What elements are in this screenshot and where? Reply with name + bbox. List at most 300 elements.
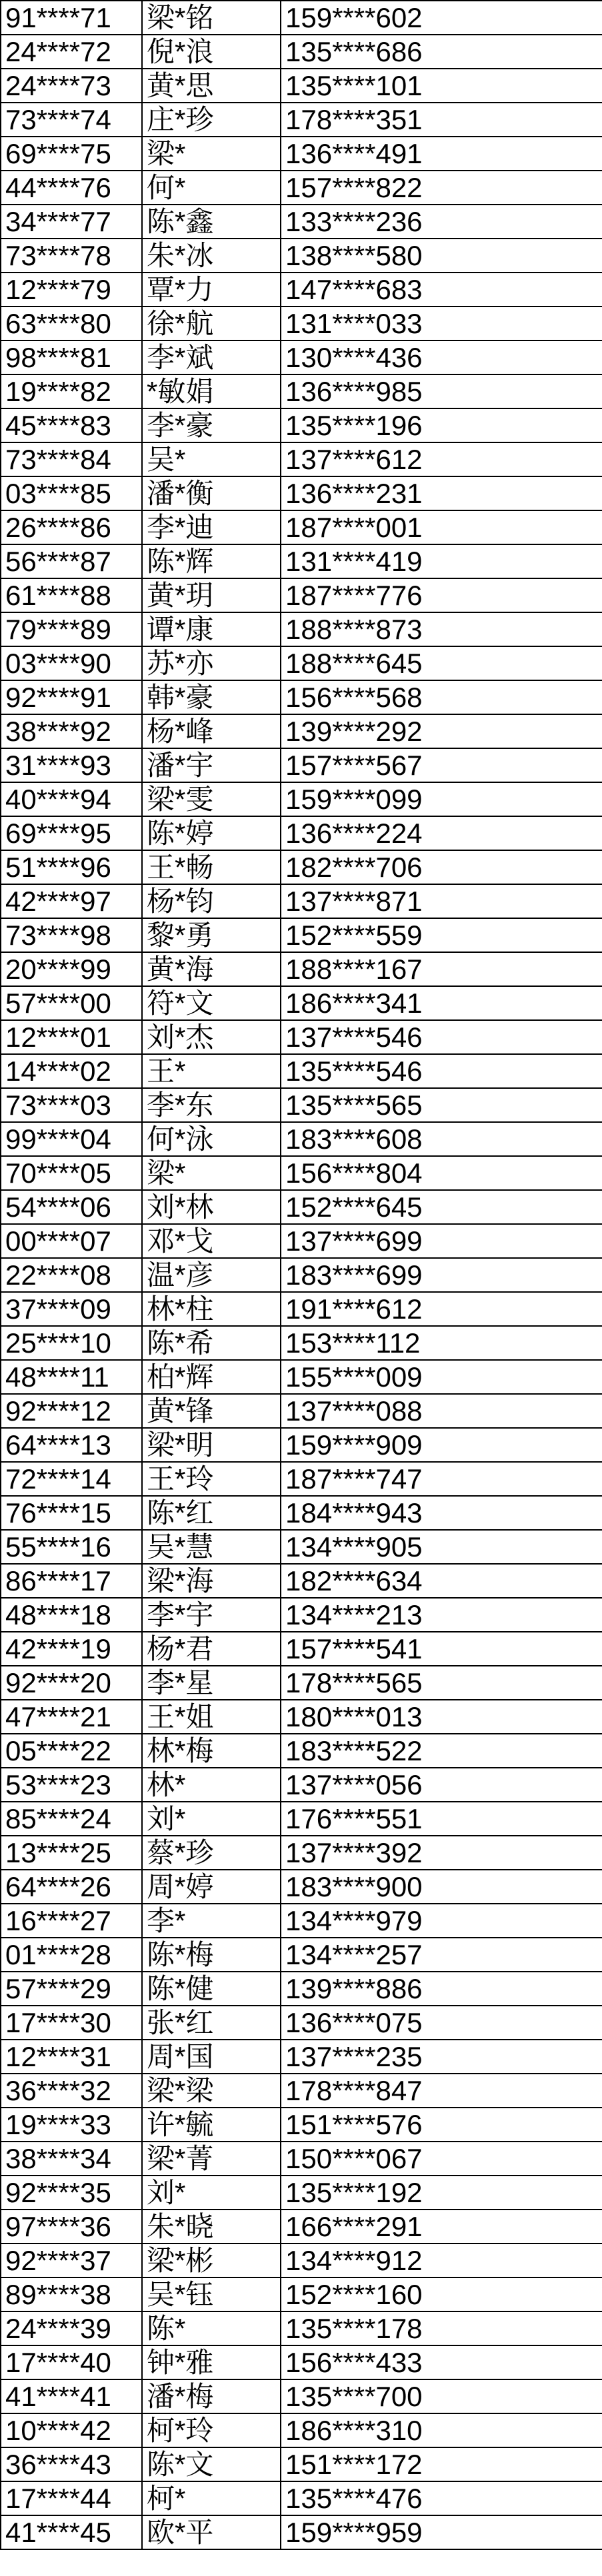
table-row [1,1462,602,1496]
table-row [1,2311,602,2345]
phone-cell: 156****433 [281,2345,602,2379]
phone-cell: 187****776 [281,578,602,612]
table-row [1,69,602,103]
table-row [1,986,602,1020]
id-cell: 98****81 [1,340,142,374]
name-cell: 李*斌 [142,340,281,374]
table-row [1,1394,602,1428]
name-cell: 李*豪 [142,408,281,442]
phone-cell: 188****873 [281,612,602,646]
id-cell: 54****06 [1,1190,142,1224]
table-row [1,2345,602,2379]
table-row [1,408,602,442]
phone-cell: 176****551 [281,1802,602,1836]
table-row [1,2210,602,2244]
phone-cell: 130****436 [281,340,602,374]
name-cell: 黄*锋 [142,1394,281,1428]
table-row [1,782,602,816]
table-row [1,612,602,646]
phone-cell: 137****088 [281,1394,602,1428]
name-cell: 梁*彬 [142,2244,281,2277]
table-row [1,1836,602,1870]
id-cell: 85****24 [1,1802,142,1836]
name-cell: 陈*红 [142,1496,281,1530]
name-cell: 吴* [142,442,281,476]
id-cell: 36****43 [1,2447,142,2481]
phone-cell: 152****645 [281,1190,602,1224]
id-cell: 69****75 [1,137,142,171]
table-row [1,35,602,69]
table-row [1,171,602,205]
table-row [1,1632,602,1666]
name-cell: 徐*航 [142,307,281,340]
phone-cell: 152****160 [281,2277,602,2311]
name-cell: 王*姐 [142,1700,281,1734]
table-body [1,1,602,2549]
id-cell: 22****08 [1,1258,142,1292]
table-row [1,1156,602,1190]
id-cell: 37****09 [1,1292,142,1326]
name-cell: 张*红 [142,2006,281,2040]
table-row [1,1904,602,1938]
id-cell: 13****25 [1,1836,142,1870]
table-row [1,1496,602,1530]
phone-cell: 151****576 [281,2108,602,2142]
name-cell: 周*婷 [142,1870,281,1904]
id-cell: 99****04 [1,1122,142,1156]
id-cell: 63****80 [1,307,142,340]
name-cell: 覃*力 [142,273,281,307]
name-cell: *敏娟 [142,374,281,408]
name-cell: 韩*豪 [142,680,281,714]
phone-cell: 153****112 [281,1326,602,1360]
id-cell: 12****79 [1,273,142,307]
phone-cell: 135****192 [281,2176,602,2210]
table-row [1,1428,602,1462]
phone-cell: 178****351 [281,103,602,137]
name-cell: 潘*衡 [142,476,281,510]
id-cell: 76****15 [1,1496,142,1530]
name-cell: 倪*浪 [142,35,281,69]
id-cell: 72****14 [1,1462,142,1496]
table-row [1,2142,602,2176]
phone-cell: 183****900 [281,1870,602,1904]
table-row [1,1020,602,1054]
id-cell: 70****05 [1,1156,142,1190]
phone-cell: 137****612 [281,442,602,476]
table-row [1,1734,602,1768]
name-cell: 谭*康 [142,612,281,646]
phone-cell: 136****231 [281,476,602,510]
name-cell: 林* [142,1768,281,1802]
id-cell: 20****99 [1,952,142,986]
id-cell: 57****00 [1,986,142,1020]
table-row [1,2040,602,2074]
phone-cell: 159****909 [281,1428,602,1462]
name-cell: 朱*冰 [142,239,281,273]
phone-cell: 137****699 [281,1224,602,1258]
name-cell: 梁* [142,137,281,171]
table-row [1,646,602,680]
phone-cell: 187****001 [281,510,602,544]
phone-cell: 157****822 [281,171,602,205]
id-cell: 34****77 [1,205,142,239]
phone-cell: 136****985 [281,374,602,408]
id-cell: 48****18 [1,1598,142,1632]
name-cell: 李*宇 [142,1598,281,1632]
name-cell: 李* [142,1904,281,1938]
table-row [1,2277,602,2311]
table-row [1,1768,602,1802]
id-cell: 26****86 [1,510,142,544]
table-row [1,273,602,307]
phone-cell: 137****546 [281,1020,602,1054]
table-row [1,1564,602,1598]
name-cell: 陈*健 [142,1972,281,2006]
table-row [1,1258,602,1292]
name-cell: 陈* [142,2311,281,2345]
phone-cell: 135****700 [281,2379,602,2413]
name-cell: 邓*戈 [142,1224,281,1258]
table-row [1,578,602,612]
id-cell: 57****29 [1,1972,142,2006]
id-cell: 47****21 [1,1700,142,1734]
table-row [1,205,602,239]
name-cell: 吴*钰 [142,2277,281,2311]
id-cell: 73****78 [1,239,142,273]
phone-cell: 155****009 [281,1360,602,1394]
table-row [1,1190,602,1224]
name-cell: 刘*林 [142,1190,281,1224]
id-cell: 12****31 [1,2040,142,2074]
id-cell: 12****01 [1,1020,142,1054]
id-cell: 03****90 [1,646,142,680]
name-cell: 梁*海 [142,1564,281,1598]
name-cell: 王*玲 [142,1462,281,1496]
phone-cell: 134****213 [281,1598,602,1632]
table-row [1,442,602,476]
name-cell: 梁*梁 [142,2074,281,2108]
id-cell: 91****71 [1,1,142,35]
table-row [1,374,602,408]
name-cell: 黎*勇 [142,918,281,952]
phone-cell: 133****236 [281,205,602,239]
table-row [1,544,602,578]
table-row [1,2379,602,2413]
phone-cell: 139****292 [281,714,602,748]
id-cell: 25****10 [1,1326,142,1360]
name-cell: 许*毓 [142,2108,281,2142]
name-cell: 梁* [142,1156,281,1190]
name-cell: 梁*铭 [142,1,281,35]
table-row [1,1326,602,1360]
id-cell: 64****26 [1,1870,142,1904]
name-cell: 杨*君 [142,1632,281,1666]
phone-cell: 183****699 [281,1258,602,1292]
table-row [1,2447,602,2481]
name-cell: 李*星 [142,1666,281,1700]
phone-cell: 178****847 [281,2074,602,2108]
phone-cell: 137****235 [281,2040,602,2074]
table-row [1,476,602,510]
table-row [1,1666,602,1700]
phone-cell: 150****067 [281,2142,602,2176]
id-cell: 41****41 [1,2379,142,2413]
table-row [1,1122,602,1156]
table-row [1,1870,602,1904]
name-cell: 钟*雅 [142,2345,281,2379]
id-cell: 56****87 [1,544,142,578]
id-cell: 79****89 [1,612,142,646]
name-cell: 潘*梅 [142,2379,281,2413]
name-cell: 柯*玲 [142,2413,281,2447]
name-cell: 何*泳 [142,1122,281,1156]
id-cell: 17****44 [1,2481,142,2515]
phone-cell: 187****747 [281,1462,602,1496]
phone-cell: 188****167 [281,952,602,986]
name-cell: 黄*海 [142,952,281,986]
phone-cell: 136****491 [281,137,602,171]
id-cell: 05****22 [1,1734,142,1768]
table-row [1,816,602,850]
phone-cell: 182****634 [281,1564,602,1598]
name-cell: 朱*晓 [142,2210,281,2244]
phone-cell: 156****568 [281,680,602,714]
id-cell: 36****32 [1,2074,142,2108]
phone-cell: 135****565 [281,1088,602,1122]
id-cell: 40****94 [1,782,142,816]
id-cell: 73****03 [1,1088,142,1122]
name-cell: 杨*峰 [142,714,281,748]
name-cell: 刘* [142,1802,281,1836]
phone-cell: 134****257 [281,1938,602,1972]
table-row [1,884,602,918]
table-row [1,748,602,782]
table-row [1,103,602,137]
id-cell: 01****28 [1,1938,142,1972]
phone-cell: 159****602 [281,1,602,35]
id-cell: 48****11 [1,1360,142,1394]
phone-cell: 131****419 [281,544,602,578]
table-row [1,2006,602,2040]
name-cell: 梁*雯 [142,782,281,816]
phone-cell: 134****912 [281,2244,602,2277]
phone-cell: 184****943 [281,1496,602,1530]
phone-cell: 134****979 [281,1904,602,1938]
phone-cell: 157****541 [281,1632,602,1666]
table-row [1,1360,602,1394]
phone-cell: 135****178 [281,2311,602,2345]
id-cell: 45****83 [1,408,142,442]
id-cell: 69****95 [1,816,142,850]
name-cell: 欧*平 [142,2515,281,2549]
name-cell: 黄*玥 [142,578,281,612]
table-row [1,680,602,714]
table-row [1,2481,602,2515]
id-cell: 19****33 [1,2108,142,2142]
table-row [1,1054,602,1088]
phone-cell: 182****706 [281,850,602,884]
phone-cell: 183****608 [281,1122,602,1156]
table-row [1,1,602,35]
phone-cell: 137****392 [281,1836,602,1870]
phone-cell: 131****033 [281,307,602,340]
id-cell: 61****88 [1,578,142,612]
name-cell: 刘* [142,2176,281,2210]
name-cell: 陈*梅 [142,1938,281,1972]
id-cell: 92****12 [1,1394,142,1428]
phone-cell: 135****196 [281,408,602,442]
name-cell: 庄*珍 [142,103,281,137]
table-row [1,1972,602,2006]
id-cell: 03****85 [1,476,142,510]
id-cell: 73****98 [1,918,142,952]
id-cell: 38****34 [1,2142,142,2176]
phone-cell: 186****341 [281,986,602,1020]
id-cell: 86****17 [1,1564,142,1598]
phone-cell: 135****101 [281,69,602,103]
id-cell: 31****93 [1,748,142,782]
name-cell: 刘*杰 [142,1020,281,1054]
name-cell: 杨*钧 [142,884,281,918]
name-cell: 周*国 [142,2040,281,2074]
id-cell: 10****42 [1,2413,142,2447]
name-cell: 何* [142,171,281,205]
phone-cell: 178****565 [281,1666,602,1700]
phone-cell: 191****612 [281,1292,602,1326]
id-cell: 17****40 [1,2345,142,2379]
phone-cell: 137****056 [281,1768,602,1802]
name-cell: 温*彦 [142,1258,281,1292]
phone-cell: 157****567 [281,748,602,782]
id-cell: 19****82 [1,374,142,408]
name-cell: 苏*亦 [142,646,281,680]
name-cell: 李*迪 [142,510,281,544]
name-cell: 陈*文 [142,2447,281,2481]
table-row [1,2244,602,2277]
id-cell: 14****02 [1,1054,142,1088]
id-cell: 38****92 [1,714,142,748]
table-row [1,340,602,374]
id-cell: 44****76 [1,171,142,205]
name-cell: 梁*明 [142,1428,281,1462]
name-cell: 潘*宇 [142,748,281,782]
name-cell: 陈*辉 [142,544,281,578]
phone-cell: 136****075 [281,2006,602,2040]
id-cell: 92****91 [1,680,142,714]
table-row [1,850,602,884]
table-row [1,714,602,748]
table-row [1,510,602,544]
name-cell: 王* [142,1054,281,1088]
name-cell: 吴*慧 [142,1530,281,1564]
id-cell: 17****30 [1,2006,142,2040]
phone-cell: 152****559 [281,918,602,952]
id-cell: 92****35 [1,2176,142,2210]
phone-cell: 186****310 [281,2413,602,2447]
name-cell: 柯* [142,2481,281,2515]
table-row [1,2515,602,2549]
id-cell: 64****13 [1,1428,142,1462]
phone-cell: 151****172 [281,2447,602,2481]
id-cell: 41****45 [1,2515,142,2549]
id-cell: 00****07 [1,1224,142,1258]
id-cell: 53****23 [1,1768,142,1802]
id-cell: 42****97 [1,884,142,918]
table-row [1,2176,602,2210]
table-row [1,1088,602,1122]
table-row [1,918,602,952]
phone-cell: 147****683 [281,273,602,307]
phone-cell: 134****905 [281,1530,602,1564]
table-row [1,307,602,340]
table-row [1,2413,602,2447]
id-cell: 89****38 [1,2277,142,2311]
table-row [1,1802,602,1836]
table-row [1,1700,602,1734]
phone-cell: 159****099 [281,782,602,816]
id-cell: 24****39 [1,2311,142,2345]
name-cell: 蔡*珍 [142,1836,281,1870]
name-cell: 符*文 [142,986,281,1020]
id-cell: 73****84 [1,442,142,476]
name-cell: 林*梅 [142,1734,281,1768]
id-cell: 92****20 [1,1666,142,1700]
phone-cell: 137****871 [281,884,602,918]
id-cell: 24****73 [1,69,142,103]
phone-cell: 180****013 [281,1700,602,1734]
id-cell: 97****36 [1,2210,142,2244]
id-cell: 51****96 [1,850,142,884]
table-row [1,952,602,986]
phone-cell: 156****804 [281,1156,602,1190]
id-cell: 73****74 [1,103,142,137]
name-cell: 黄*思 [142,69,281,103]
name-cell: 林*柱 [142,1292,281,1326]
table-row [1,1292,602,1326]
phone-cell: 183****522 [281,1734,602,1768]
phone-cell: 135****546 [281,1054,602,1088]
id-cell: 92****37 [1,2244,142,2277]
table-row [1,2074,602,2108]
phone-cell: 166****291 [281,2210,602,2244]
name-cell: 陈*鑫 [142,205,281,239]
phone-cell: 138****580 [281,239,602,273]
phone-cell: 135****476 [281,2481,602,2515]
name-cell: 梁*菁 [142,2142,281,2176]
phone-cell: 135****686 [281,35,602,69]
table-row [1,2108,602,2142]
name-cell: 柏*辉 [142,1360,281,1394]
name-cell: 陈*希 [142,1326,281,1360]
id-cell: 16****27 [1,1904,142,1938]
table-row [1,1598,602,1632]
table-row [1,1530,602,1564]
table-row [1,137,602,171]
phone-cell: 159****959 [281,2515,602,2549]
table-row [1,1224,602,1258]
id-cell: 55****16 [1,1530,142,1564]
phone-cell: 136****224 [281,816,602,850]
table-row [1,239,602,273]
phone-cell: 139****886 [281,1972,602,2006]
name-cell: 王*畅 [142,850,281,884]
name-cell: 陈*婷 [142,816,281,850]
id-cell: 42****19 [1,1632,142,1666]
id-cell: 24****72 [1,35,142,69]
phone-cell: 188****645 [281,646,602,680]
table-row [1,1938,602,1972]
